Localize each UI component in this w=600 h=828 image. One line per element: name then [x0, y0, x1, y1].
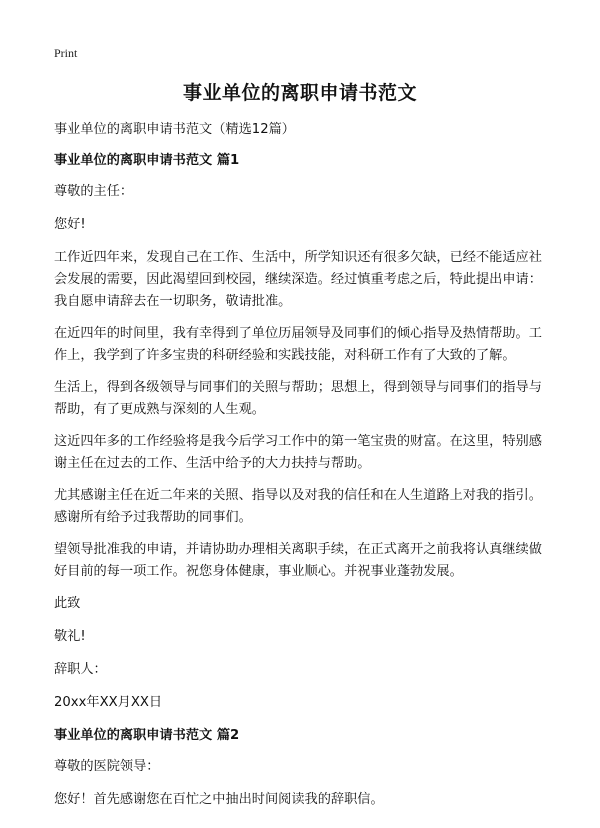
section-heading-1: 事业单位的离职申请书范文 篇1: [54, 153, 240, 168]
paragraph: 您好！首先感谢您在百忙之中抽出时间阅读我的辞职信。: [54, 792, 384, 807]
salutation: 尊敬的主任：: [54, 184, 134, 199]
paragraph: 在近四年的时间里，我有幸得到了单位历届领导及同事们的倾心指导及热情帮助。工作上，我学到了许多宝贵的科研经验和实践技能，对科研工作有了大致的了解。: [54, 326, 542, 363]
signature-line: 辞职人：: [54, 662, 107, 677]
paragraph: 这近四年多的工作经验将是我今后学习工作中的第一笔宝贵的财富。在这里，特别感谢主任在过去的工作、生活中给予的大力扶持与帮助。: [54, 434, 542, 471]
paragraph: 生活上，得到各级领导与同事们的关照与帮助；思想上，得到领导与同事们的指导与帮助，有了更成熟与深刻的人生观。: [54, 380, 542, 417]
paragraph: 尤其感谢主任在近二年来的关照、指导以及对我的信任和在人生道路上对我的指引。感谢所有给予过我帮助的同事们。: [54, 488, 542, 525]
document-title: 事业单位的离职申请书范文: [182, 82, 417, 104]
print-link[interactable]: Print: [54, 46, 78, 60]
regards-line: 敬礼!: [54, 629, 86, 644]
greeting: 您好!: [54, 217, 86, 232]
section-heading-2: 事业单位的离职申请书范文 篇2: [54, 728, 240, 743]
date-line: 20xx年XX月XX日: [54, 695, 163, 710]
document-subtitle: 事业单位的离职申请书范文（精选12篇）: [54, 122, 295, 137]
closing-line: 此致: [54, 596, 81, 611]
paragraph: 望领导批准我的申请，并请协助办理相关离职手续，在正式离开之前我将认真继续做好目前的每一项工作。祝您身体健康，事业顺心。并祝事业蓬勃发展。: [54, 542, 542, 579]
salutation: 尊敬的医院领导：: [54, 759, 160, 774]
paragraph: 工作近四年来，发现自己在工作、生活中，所学知识还有很多欠缺，已经不能适应社会发展的需要，因此渴望回到校园，继续深造。经过慎重考虑之后，特此提出申请：我自愿申请辞去在一切职务，敬请批准。: [54, 250, 542, 309]
document-body: [54, 119, 554, 822]
